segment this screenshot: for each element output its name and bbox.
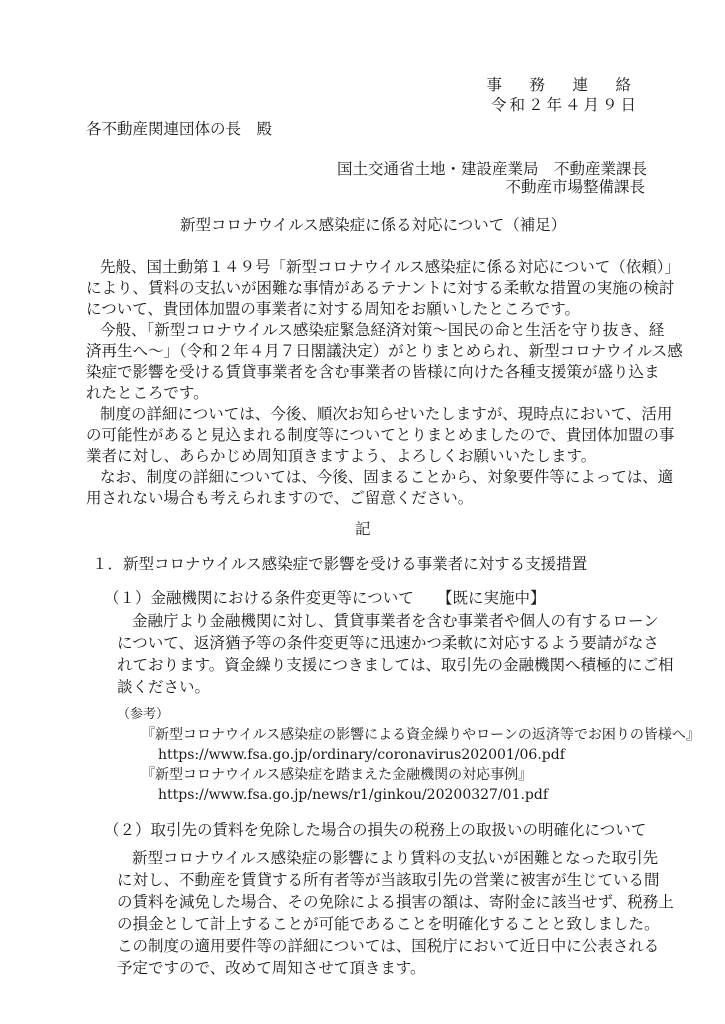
document-type-label: 事 務 連 絡: [486, 76, 637, 94]
body-line: れております。資金繰り支援につきましては、取引先の金融機関へ積極的にご相: [117, 656, 674, 674]
subsection-1-heading: （１）金融機関における条件変更等について 【既に実施中】: [104, 589, 546, 607]
body-line: 今般、「新型コロナウイルス感染症緊急経済対策～国民の命と生活を守り抜き、経: [100, 321, 665, 339]
body-line: れたところです。: [86, 384, 209, 402]
body-line: 済再生へ～」（令和２年４月７日閣議決定）がとりまとめられ、新型コロナウイルス感: [86, 342, 683, 360]
body-line: 先般、国土動第１４９号「新型コロナウイルス感染症に係る対応について（依頼）」: [100, 258, 681, 276]
reference-1-url[interactable]: https://www.fsa.go.jp/ordinary/coronavirus202001/06.pdf: [158, 747, 565, 763]
sender-line-2: 不動産市場整備課長: [505, 178, 645, 196]
body-line: 金融庁より金融機関に対し、賃貸事業者を含む事業者や個人の有するローン: [132, 612, 659, 630]
body-line: の可能性があると見込まれる制度等についてとりまとめましたので、貴団体加盟の事: [86, 426, 675, 444]
body-line: の賃料を減免した場合、その免除による損害の額は、寄附金に該当せず、税務上: [117, 893, 674, 911]
body-line: により、賃料の支払いが困難な事情があるテナントに対する柔軟な措置の実施の検討: [86, 279, 675, 297]
body-line: 談ください。: [117, 678, 211, 696]
sender-line-1: 国土交通省土地・建設産業局 不動産業課長: [336, 160, 647, 178]
reference-2-title: 『新型コロナウイルス感染症を踏まえた金融機関の対応事例』: [141, 767, 533, 783]
body-line: について、貴団体加盟の事業者に対する周知をお願いしたところです。: [86, 300, 580, 318]
body-line: この制度の適用要件等の詳細については、国税庁において近日中に公表される: [117, 937, 660, 955]
reference-2-url[interactable]: https://www.fsa.go.jp/news/r1/ginkou/20200327/01.pdf: [158, 787, 549, 803]
addressee: 各不動産関連団体の長 殿: [86, 120, 273, 138]
body-line: 染症で影響を受ける賃貸事業者を含む事業者の皆様に向けた各種支援策が盛り込ま: [86, 363, 660, 381]
body-line: 用されない場合も考えられますので、ご留意ください。: [86, 489, 474, 507]
body-line: なお、制度の詳細については、今後、固まることから、対象要件等によっては、適: [100, 468, 674, 486]
reference-1-title: 『新型コロナウイルス感染症の影響による資金繰りやローンの返済等でお困りの皆様へ』: [141, 727, 700, 743]
body-line: に対し、不動産を賃貸する所有者等が当該取引先の営業に被害が生じている間: [117, 871, 660, 889]
body-line: 業者に対し、あらかじめ周知頂きますよう、よろしくお願いいたします。: [86, 447, 597, 465]
body-line: 予定ですので、改めて周知させて頂きます。: [117, 959, 426, 977]
ki-marker: 記: [355, 520, 371, 538]
document-title: 新型コロナウイルス感染症に係る対応について（補足）: [180, 216, 567, 234]
document-date: 令和２年４月９日: [490, 96, 639, 114]
subsection-2-heading: （２）取引先の賃料を免除した場合の損失の税務上の取扱いの明確化について: [104, 821, 647, 839]
body-line: 制度の詳細については、今後、順次お知らせいたしますが、現時点において、活用: [100, 405, 673, 423]
body-line: の損金として計上することが可能であることを明確化することと致しました。: [117, 915, 660, 933]
section-1-heading: １．新型コロナウイルス感染症で影響を受ける事業者に対する支援措置: [92, 555, 588, 573]
body-line: 新型コロナウイルス感染症の影響により賃料の支払いが困難となった取引先: [132, 849, 659, 867]
reference-label: （参考）: [117, 707, 170, 722]
body-line: について、返済猶予等の条件変更等に迅速かつ柔軟に対応するよう要請がなさ: [117, 634, 659, 652]
